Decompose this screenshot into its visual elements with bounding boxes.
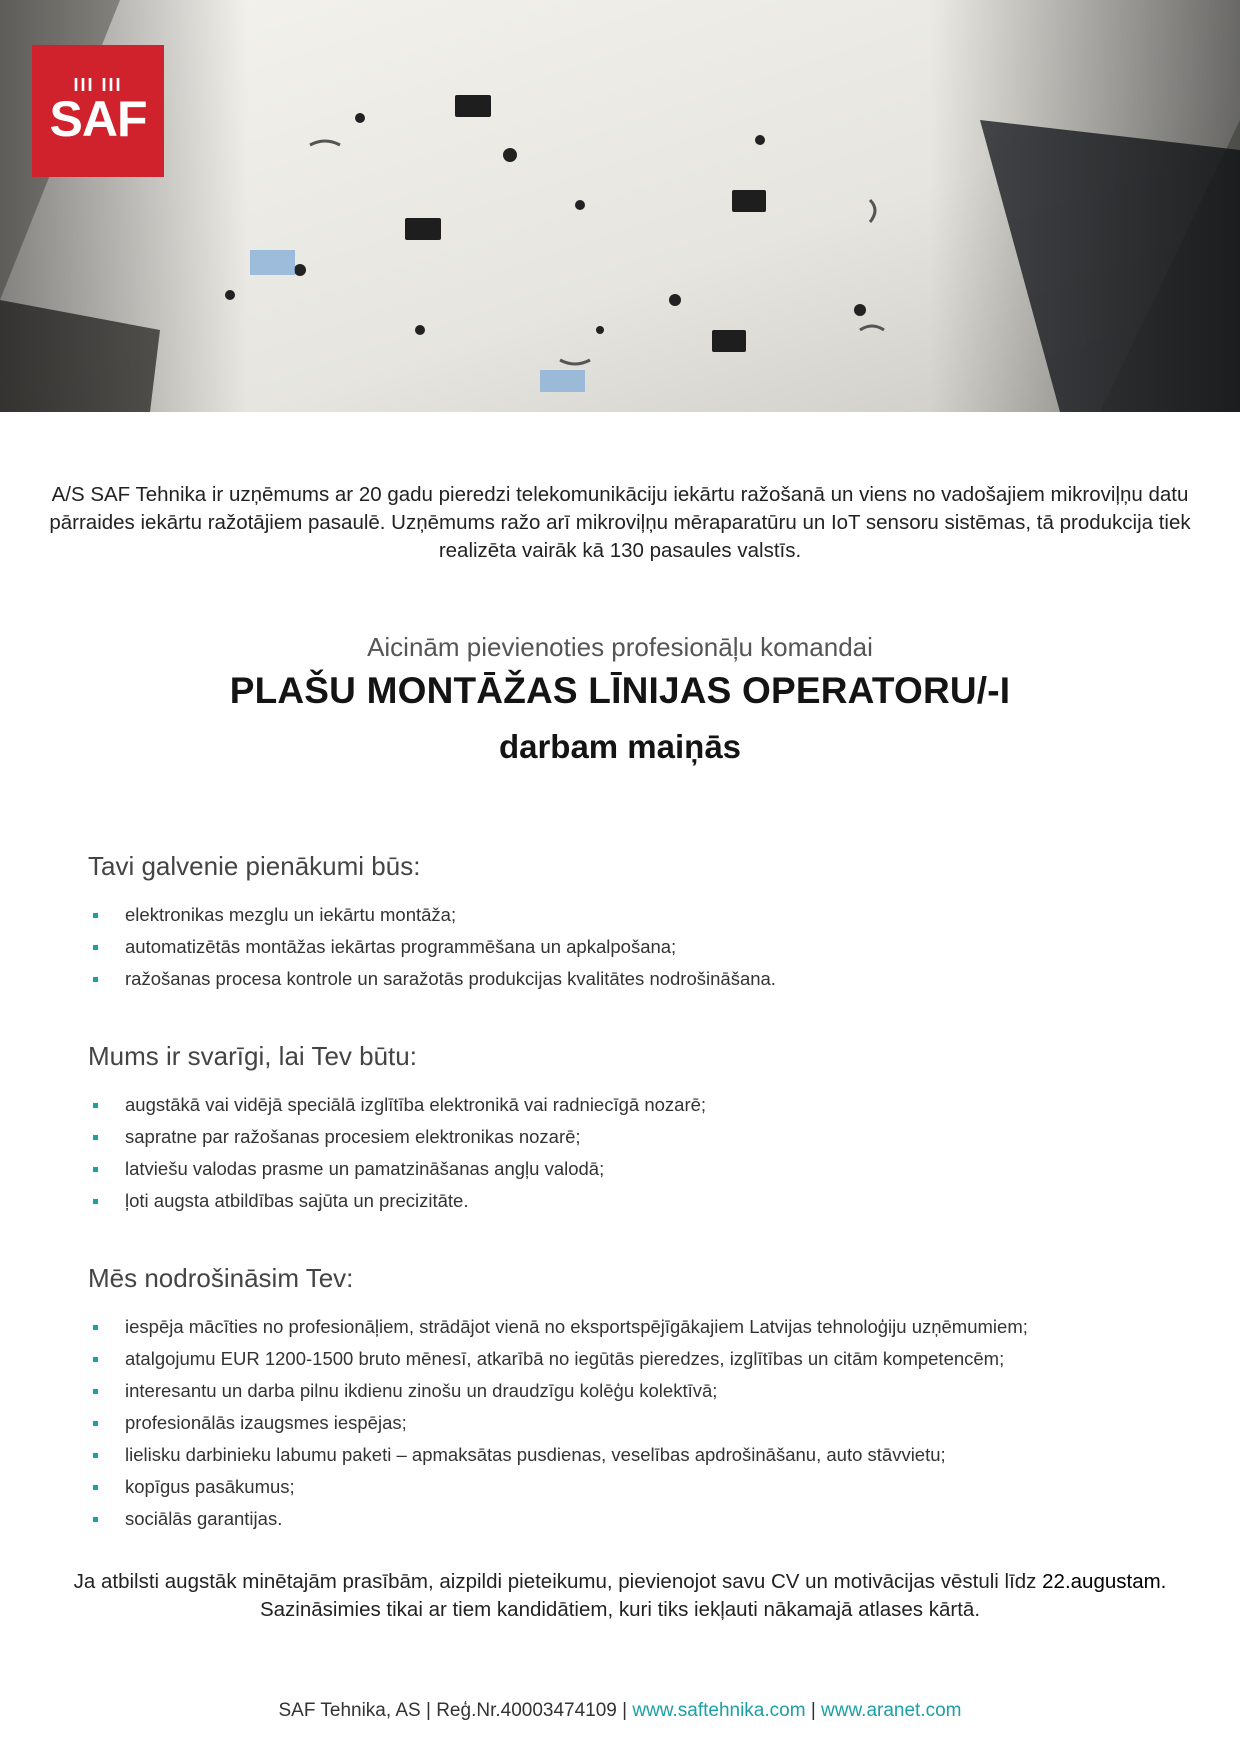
offer-list	[88, 1311, 1028, 1535]
list-item: augstākā vai vidējā speciālā izglītība elektronikā vai radniecīgā nozarē;	[88, 1089, 706, 1121]
list-item: sociālās garantijas.	[88, 1503, 1028, 1535]
footer-separator: |	[805, 1700, 822, 1721]
saf-logo	[32, 45, 164, 177]
job-subtitle: darbam maiņās	[498, 728, 742, 765]
offer-heading: Mēs nodrošināsim Tev:	[88, 1263, 354, 1293]
saftehnika-link[interactable]: www.saftehnika.com	[632, 1700, 806, 1721]
closing-text-2: Sazināsimies tikai ar tiem kandidātiem, kuri tiks iekļauti nākamajā atlases kārtā.	[259, 1598, 981, 1621]
logo-bars: III III	[73, 75, 123, 95]
deadline-date: 22.augustam.	[1042, 1570, 1167, 1593]
list-item: profesionālās izaugsmes iespējas;	[88, 1407, 1028, 1439]
duties-heading: Tavi galvenie pienākumi būs:	[88, 851, 421, 881]
list-item: iespēja mācīties no profesionāļiem, strādājot vienā no eksportspējīgākajiem Latvijas tehnoloģiju uzņēmumiem;	[88, 1311, 1028, 1343]
hero-image	[0, 0, 1240, 412]
list-item: sapratne par ražošanas procesiem elektronikas nozarē;	[88, 1121, 706, 1153]
logo-text: SAF	[49, 91, 147, 147]
company-intro: A/S SAF Tehnika ir uzņēmums ar 20 gadu pieredzi telekomunikāciju iekārtu ražošanā un viens no vadošajiem mikroviļņu datu pārraides iekārtu ražotājiem pasaulē. Uzņēmums ražo arī mikroviļņu mēraparatūru un IoT sensoru sistēmas, tā produkcija tiek realizēta vairāk kā 130 pasaules valstīs.	[49, 483, 1191, 562]
requirements-heading: Mums ir svarīgi, lai Tev būtu:	[88, 1041, 417, 1071]
list-item: elektronikas mezglu un iekārtu montāža;	[88, 899, 776, 931]
list-item: interesantu un darba pilnu ikdienu zinošu un draudzīgu kolēģu kolektīvā;	[88, 1375, 1028, 1407]
closing-text-1: Ja atbilsti augstāk minētajām prasībām, aizpildi pieteikumu, pievienojot savu CV un motivācijas vēstuli līdz	[73, 1570, 1043, 1593]
invite-line: Aicinām pievienoties profesionāļu komandai	[367, 632, 873, 662]
circuit-board-photo	[0, 0, 1240, 412]
footer-company: SAF Tehnika, AS | Reģ.Nr.40003474109 |	[278, 1700, 633, 1721]
aranet-link[interactable]: www.aranet.com	[821, 1700, 962, 1721]
list-item: latviešu valodas prasme un pamatzināšanas angļu valodā;	[88, 1153, 706, 1185]
list-item: kopīgus pasākumus;	[88, 1471, 1028, 1503]
list-item: lielisku darbinieku labumu paketi – apmaksātas pusdienas, veselības apdrošināšanu, auto stāvvietu;	[88, 1439, 1028, 1471]
footer	[0, 1700, 1240, 1722]
list-item: ļoti augsta atbildības sajūta un precizitāte.	[88, 1185, 706, 1217]
job-title: PLAŠU MONTĀŽAS LĪNIJAS OPERATORU/-I	[229, 670, 1011, 711]
duties-list	[88, 899, 776, 995]
list-item: atalgojumu EUR 1200-1500 bruto mēnesī, atkarībā no iegūtās pieredzes, izglītības un citām kompetencēm;	[88, 1343, 1028, 1375]
list-item: automatizētās montāžas iekārtas programmēšana un apkalpošana;	[88, 931, 776, 963]
list-item: ražošanas procesa kontrole un saražotās produkcijas kvalitātes nodrošināšana.	[88, 963, 776, 995]
closing-paragraph	[60, 1568, 1180, 1624]
requirements-list	[88, 1089, 706, 1217]
